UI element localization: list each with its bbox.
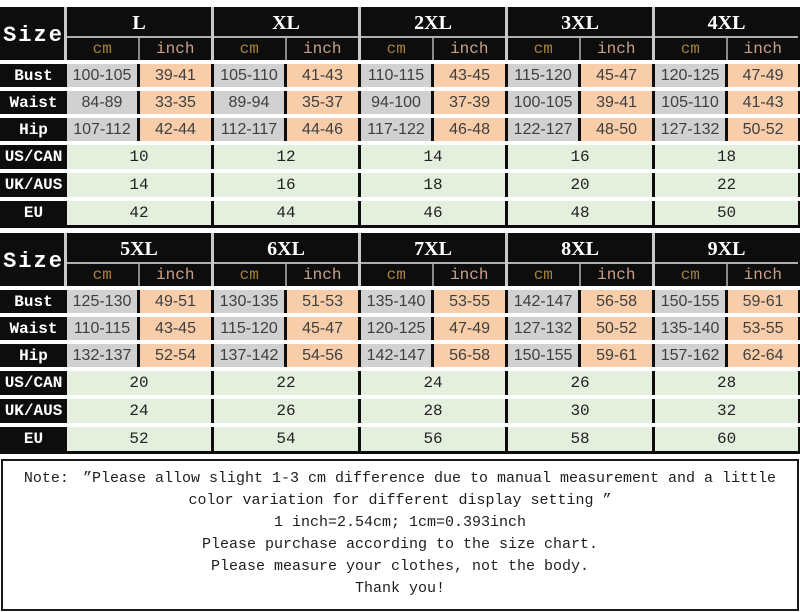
unit-header-cm: cm xyxy=(66,263,139,288)
size-header-row xyxy=(2,235,800,264)
table-row-bust xyxy=(2,288,800,315)
size-col-header-9xl: 9XL xyxy=(654,235,800,264)
size-col-header-6xl: 6XL xyxy=(213,235,360,264)
unit-header-cm: cm xyxy=(213,263,286,288)
row-label-eu: EU xyxy=(2,199,66,227)
data-cell: 142-147 xyxy=(360,342,433,369)
table-row-bust xyxy=(2,62,800,89)
data-cell: 135-140 xyxy=(654,315,727,342)
conversion-cell: 24 xyxy=(66,397,213,425)
data-cell: 53-55 xyxy=(727,315,800,342)
unit-header-inch: inch xyxy=(139,263,213,288)
data-cell: 37-39 xyxy=(433,89,507,116)
data-cell: 137-142 xyxy=(213,342,286,369)
row-label-ukaus: UK/AUS xyxy=(2,397,66,425)
data-cell: 105-110 xyxy=(213,62,286,89)
conversion-cell: 14 xyxy=(360,143,507,171)
conversion-cell: 28 xyxy=(654,369,800,397)
row-label-waist: Waist xyxy=(2,89,66,116)
row-label-uscan: US/CAN xyxy=(2,369,66,397)
row-label-waist: Waist xyxy=(2,315,66,342)
conversion-cell: 24 xyxy=(360,369,507,397)
data-cell: 48-50 xyxy=(580,116,654,143)
row-label-eu: EU xyxy=(2,425,66,453)
note-line-2: color variation for different display setting ” xyxy=(188,492,612,509)
conversion-cell: 54 xyxy=(213,425,360,453)
conversion-cell: 58 xyxy=(507,425,654,453)
unit-header-inch: inch xyxy=(727,37,800,62)
row-label-ukaus: UK/AUS xyxy=(2,171,66,199)
data-cell: 47-49 xyxy=(727,62,800,89)
conversion-cell: 18 xyxy=(360,171,507,199)
conversion-cell: 30 xyxy=(507,397,654,425)
table-row-uscan xyxy=(2,369,800,397)
table-row-eu xyxy=(2,425,800,453)
note-line-4: Please purchase according to the size chart. xyxy=(201,536,599,553)
table-row-waist xyxy=(2,315,800,342)
conversion-cell: 46 xyxy=(360,199,507,227)
data-cell: 130-135 xyxy=(213,288,286,315)
row-label-hip: Hip xyxy=(2,116,66,143)
unit-header-inch: inch xyxy=(580,37,654,62)
unit-header-inch: inch xyxy=(433,37,507,62)
data-cell: 33-35 xyxy=(139,89,213,116)
size-col-header-7xl: 7XL xyxy=(360,235,507,264)
data-cell: 110-115 xyxy=(66,315,139,342)
data-cell: 157-162 xyxy=(654,342,727,369)
size-col-header-8xl: 8XL xyxy=(507,235,654,264)
size-header: Size xyxy=(2,235,66,289)
data-cell: 100-105 xyxy=(507,89,580,116)
table-row-ukaus xyxy=(2,397,800,425)
size-col-header-l: L xyxy=(66,9,213,38)
data-cell: 117-122 xyxy=(360,116,433,143)
size-col-header-3xl: 3XL xyxy=(507,9,654,38)
data-cell: 46-48 xyxy=(433,116,507,143)
conversion-cell: 52 xyxy=(66,425,213,453)
data-cell: 45-47 xyxy=(580,62,654,89)
unit-header-inch: inch xyxy=(580,263,654,288)
data-cell: 53-55 xyxy=(433,288,507,315)
conversion-cell: 48 xyxy=(507,199,654,227)
note-line-1 xyxy=(5,468,795,490)
conversion-cell: 22 xyxy=(213,369,360,397)
data-cell: 51-53 xyxy=(286,288,360,315)
data-cell: 122-127 xyxy=(507,116,580,143)
size-col-header-2xl: 2XL xyxy=(360,9,507,38)
table-row-eu xyxy=(2,199,800,227)
data-cell: 120-125 xyxy=(654,62,727,89)
conversion-cell: 20 xyxy=(66,369,213,397)
note-line-3: 1 inch=2.54cm; 1cm=0.393inch xyxy=(273,514,527,531)
conversion-cell: 12 xyxy=(213,143,360,171)
unit-header-inch: inch xyxy=(433,263,507,288)
unit-header-inch: inch xyxy=(727,263,800,288)
table-row-waist xyxy=(2,89,800,116)
data-cell: 44-46 xyxy=(286,116,360,143)
data-cell: 115-120 xyxy=(213,315,286,342)
unit-header-row xyxy=(2,37,800,62)
conversion-cell: 50 xyxy=(654,199,800,227)
data-cell: 56-58 xyxy=(433,342,507,369)
data-cell: 89-94 xyxy=(213,89,286,116)
conversion-cell: 18 xyxy=(654,143,800,171)
row-label-uscan: US/CAN xyxy=(2,143,66,171)
note-box xyxy=(1,459,799,611)
unit-header-cm: cm xyxy=(654,37,727,62)
data-cell: 127-132 xyxy=(654,116,727,143)
conversion-cell: 26 xyxy=(213,397,360,425)
data-cell: 105-110 xyxy=(654,89,727,116)
data-cell: 112-117 xyxy=(213,116,286,143)
data-cell: 94-100 xyxy=(360,89,433,116)
unit-header-cm: cm xyxy=(654,263,727,288)
data-cell: 52-54 xyxy=(139,342,213,369)
size-table-lower xyxy=(0,233,800,454)
data-cell: 56-58 xyxy=(580,288,654,315)
data-cell: 39-41 xyxy=(580,89,654,116)
data-cell: 59-61 xyxy=(727,288,800,315)
note-text: ”Please allow slight 1-3 cm difference due to manual measurement and a little xyxy=(82,470,777,487)
unit-header-cm: cm xyxy=(507,37,580,62)
data-cell: 54-56 xyxy=(286,342,360,369)
unit-header-cm: cm xyxy=(360,263,433,288)
data-cell: 110-115 xyxy=(360,62,433,89)
data-cell: 135-140 xyxy=(360,288,433,315)
row-label-bust: Bust xyxy=(2,62,66,89)
conversion-cell: 26 xyxy=(507,369,654,397)
conversion-cell: 60 xyxy=(654,425,800,453)
unit-header-inch: inch xyxy=(286,263,360,288)
table-row-hip xyxy=(2,116,800,143)
data-cell: 100-105 xyxy=(66,62,139,89)
size-header: Size xyxy=(2,9,66,63)
size-col-header-5xl: 5XL xyxy=(66,235,213,264)
data-cell: 62-64 xyxy=(727,342,800,369)
conversion-cell: 14 xyxy=(66,171,213,199)
data-cell: 127-132 xyxy=(507,315,580,342)
data-cell: 47-49 xyxy=(433,315,507,342)
conversion-cell: 20 xyxy=(507,171,654,199)
data-cell: 107-112 xyxy=(66,116,139,143)
size-col-header-4xl: 4XL xyxy=(654,9,800,38)
data-cell: 39-41 xyxy=(139,62,213,89)
unit-header-cm: cm xyxy=(507,263,580,288)
table-row-hip xyxy=(2,342,800,369)
unit-header-inch: inch xyxy=(139,37,213,62)
conversion-cell: 32 xyxy=(654,397,800,425)
conversion-cell: 42 xyxy=(66,199,213,227)
unit-header-row xyxy=(2,263,800,288)
conversion-cell: 28 xyxy=(360,397,507,425)
unit-header-cm: cm xyxy=(66,37,139,62)
conversion-cell: 16 xyxy=(507,143,654,171)
row-label-bust: Bust xyxy=(2,288,66,315)
row-label-hip: Hip xyxy=(2,342,66,369)
data-cell: 59-61 xyxy=(580,342,654,369)
note-label: Note: xyxy=(23,470,69,487)
size-col-header-xl: XL xyxy=(213,9,360,38)
conversion-cell: 22 xyxy=(654,171,800,199)
data-cell: 41-43 xyxy=(286,62,360,89)
conversion-cell: 16 xyxy=(213,171,360,199)
conversion-cell: 44 xyxy=(213,199,360,227)
note-line-5: Please measure your clothes, not the body. xyxy=(210,558,590,575)
unit-header-cm: cm xyxy=(360,37,433,62)
data-cell: 132-137 xyxy=(66,342,139,369)
note-line-6: Thank you! xyxy=(354,580,445,597)
unit-header-cm: cm xyxy=(213,37,286,62)
data-cell: 150-155 xyxy=(654,288,727,315)
table-row-uscan xyxy=(2,143,800,171)
data-cell: 35-37 xyxy=(286,89,360,116)
data-cell: 43-45 xyxy=(433,62,507,89)
data-cell: 142-147 xyxy=(507,288,580,315)
data-cell: 50-52 xyxy=(580,315,654,342)
size-table-upper xyxy=(0,7,800,228)
data-cell: 49-51 xyxy=(139,288,213,315)
data-cell: 150-155 xyxy=(507,342,580,369)
unit-header-inch: inch xyxy=(286,37,360,62)
data-cell: 120-125 xyxy=(360,315,433,342)
conversion-cell: 10 xyxy=(66,143,213,171)
data-cell: 45-47 xyxy=(286,315,360,342)
data-cell: 84-89 xyxy=(66,89,139,116)
data-cell: 42-44 xyxy=(139,116,213,143)
data-cell: 43-45 xyxy=(139,315,213,342)
conversion-cell: 56 xyxy=(360,425,507,453)
data-cell: 115-120 xyxy=(507,62,580,89)
data-cell: 41-43 xyxy=(727,89,800,116)
data-cell: 50-52 xyxy=(727,116,800,143)
size-header-row xyxy=(2,9,800,38)
table-row-ukaus xyxy=(2,171,800,199)
data-cell: 125-130 xyxy=(66,288,139,315)
